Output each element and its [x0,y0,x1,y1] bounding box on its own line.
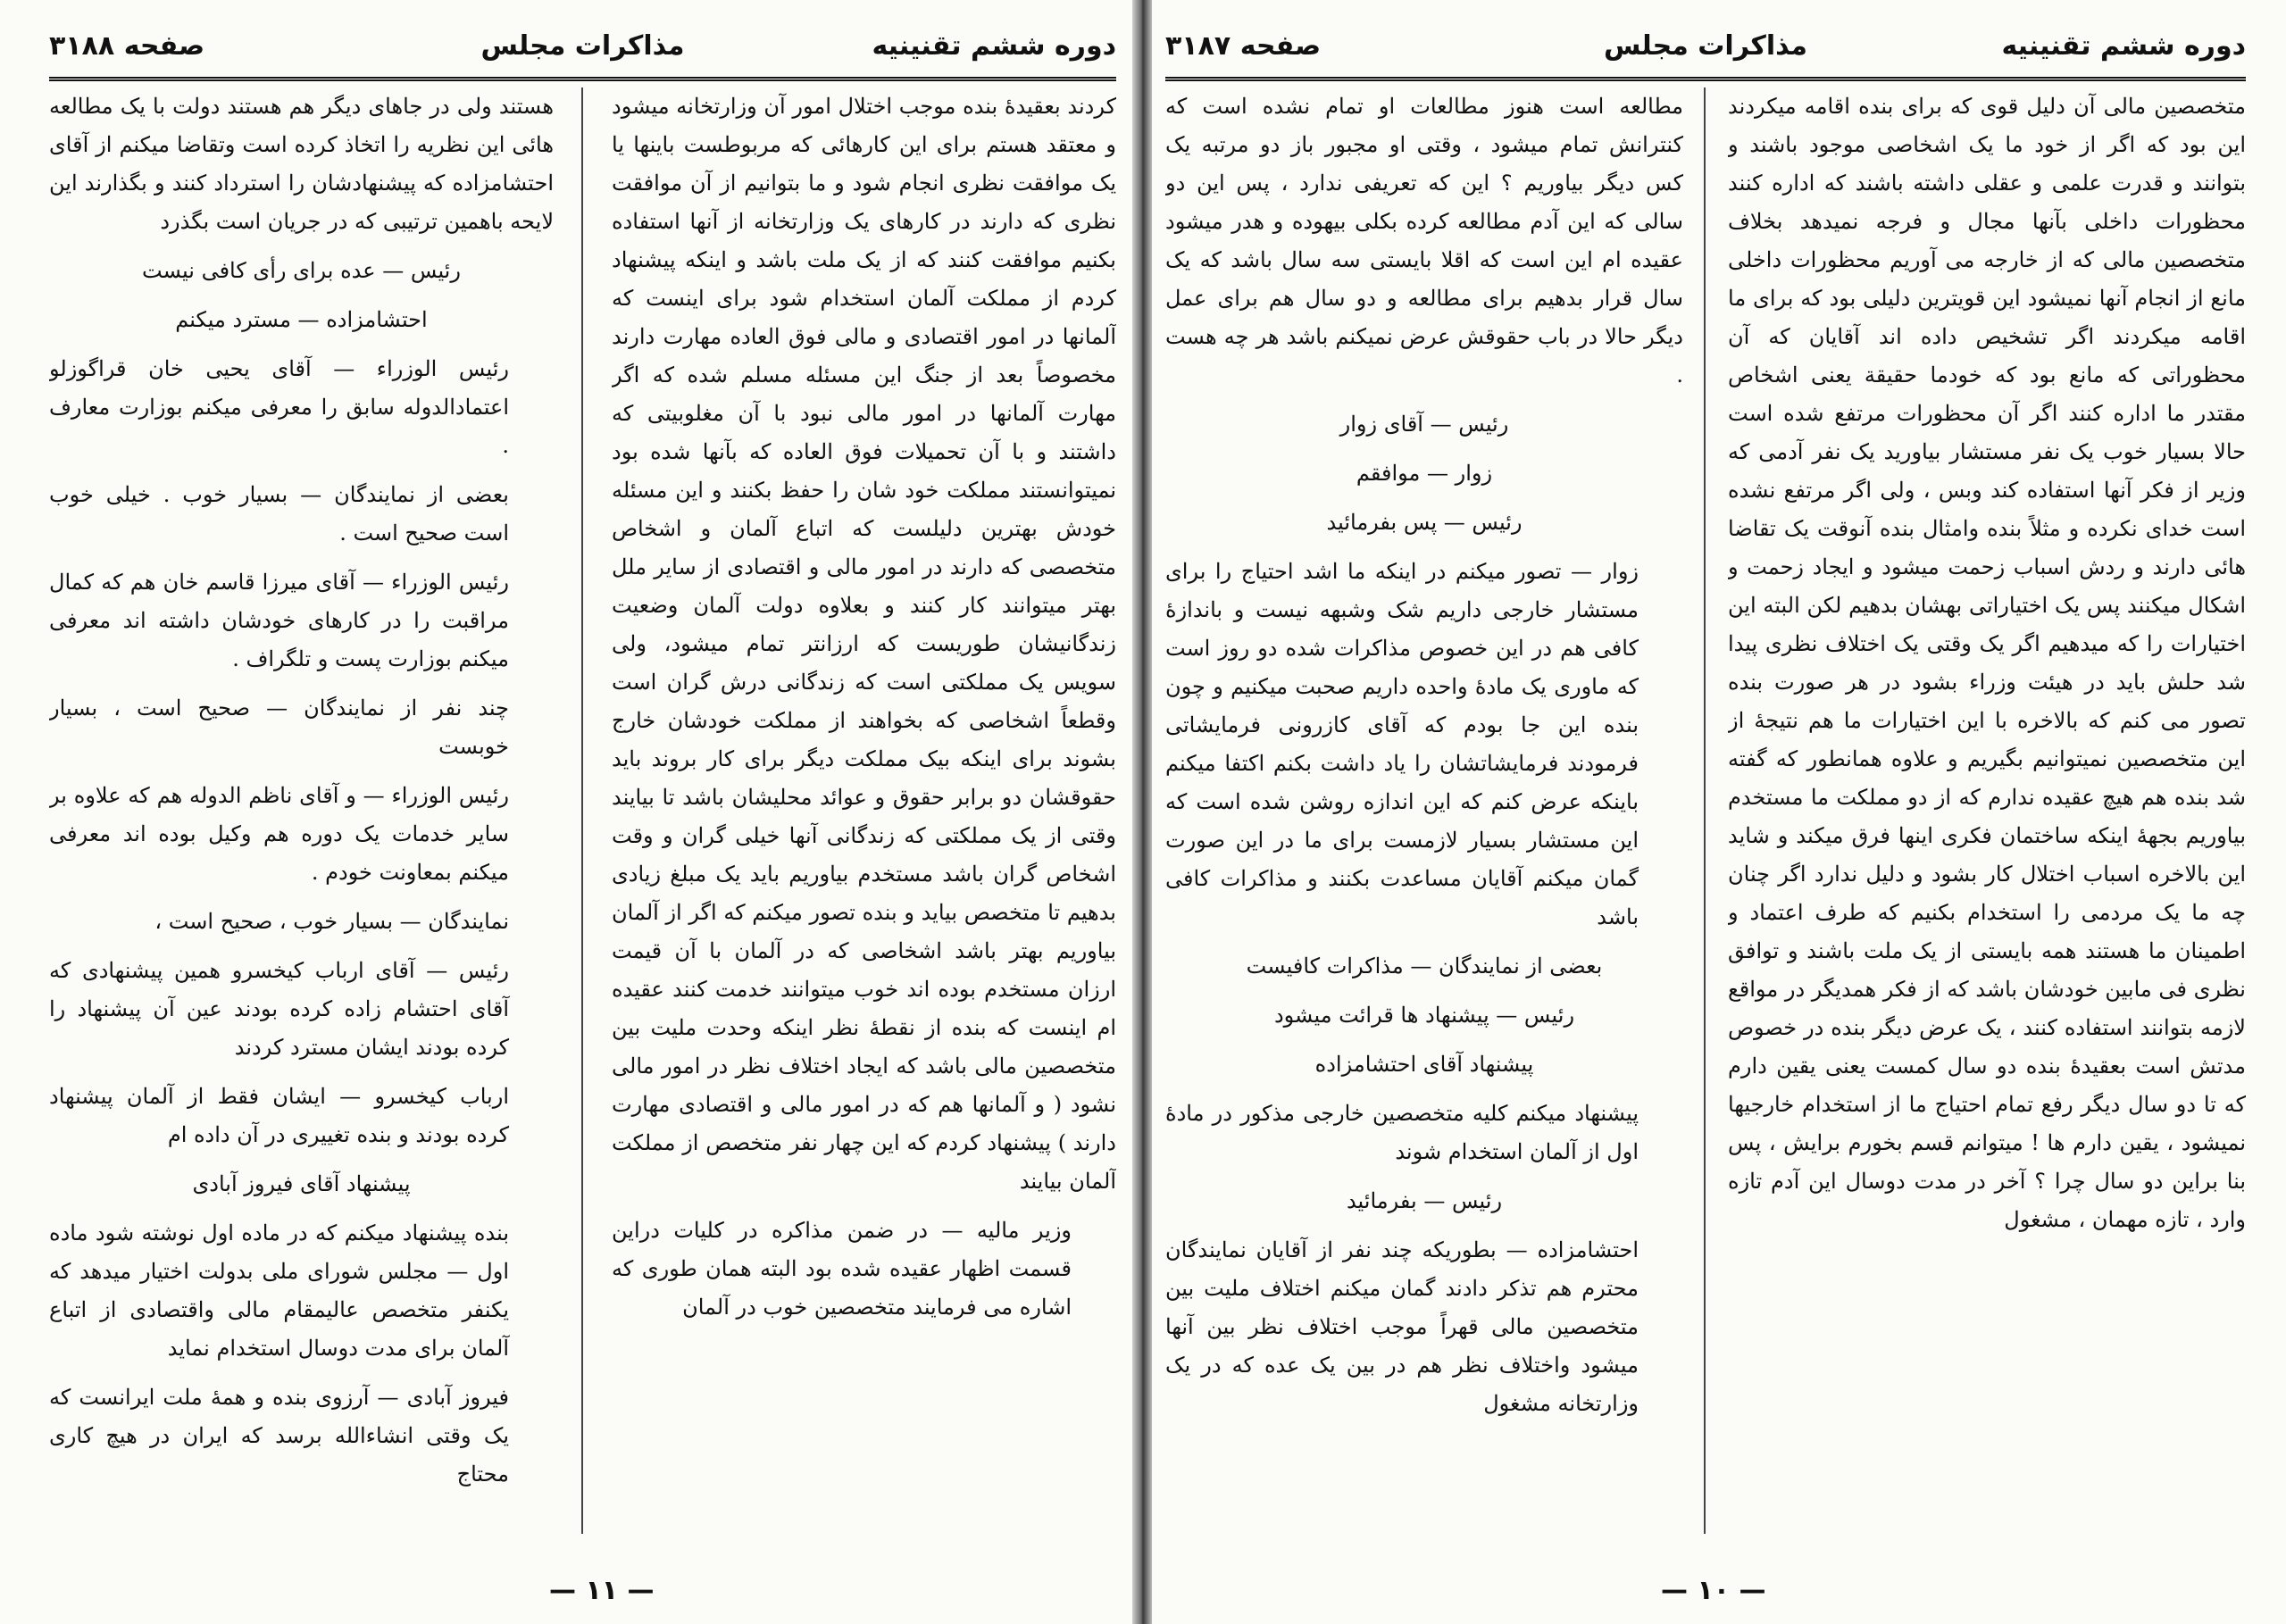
paragraph: بعضی از نمایندگان — بسیار خوب . خیلی خوب است صحیح است . [49,482,509,545]
paragraph: نمایندگان — بسیار خوب ، صحیح است ، [154,909,509,934]
column-divider [1704,87,1706,1534]
paragraph: رئیس — عده برای رأی کافی نیست [142,258,461,283]
paragraph: رئیس — پس بفرمائید [1326,510,1523,535]
paragraph: چند نفر از نمایندگان — صحیح است ، بسیار خوبست [49,695,509,759]
text-column-right [1728,87,2246,1543]
header-title: مذاکرات مجلس [1603,30,1808,62]
paragraph: ارباب کیخسرو — ایشان فقط از آلمان پیشنهاد کرده بودند و بنده تغییری در آن داده ام [49,1084,509,1147]
paragraph: رئیس الوزراء — و آقای ناظم الدوله هم که علاوه بر سایر خدمات یک دوره هم وکیل بوده اند معرفی میکنم بمعاونت خودم . [49,783,509,885]
text-column-left [49,87,554,1543]
paragraph: پیشنهاد میکنم کلیه متخصصین خارجی مذکور در مادهٔ اول از آلمان استخدام شوند [1165,1101,1639,1164]
header-page-number: صفحه ۳۱۸۸ [49,30,205,62]
paragraph: زوار — تصور میکنم در اینکه ما اشد احتیاج را برای مستشار خارجی داریم شک وشبهه نیست و باندازهٔ کافی هم در این خصوص مذاکرات شده دو روز است که ماوری یک مادهٔ واحده داریم صحبت میکنیم و چون بنده این جا بودم که آقای کازرونی فرمایشاتی فرمودند فرمایشاتشان را یاد داشت بکنم اکتفا میکنم باینکه عرض کنم که این اندازه روشن شده است که این مستشار بسیار لازمست برای ما در این صورت گمان میکنم آقایان مساعدت بکنند و مذاکرات کافی باشد [1165,559,1639,929]
running-header [49,23,1116,81]
paragraph: زوار — موافقم [1356,461,1493,486]
paragraph: پیشنهاد آقای فیروز آبادی [192,1171,411,1196]
paragraph: بعضی از نمایندگان — مذاکرات کافیست [1246,954,1603,979]
paragraph: رئیس — آقای ارباب کیخسرو همین پیشنهادی که آقای احتشام زاده کرده بودند عین آن پیشنهاد را کرده بودند ایشان مسترد کردند [49,958,509,1060]
page-3188 [49,0,1116,1624]
paragraph: وزیر مالیه — در ضمن مذاکره در کلیات دراین قسمت اظهار عقیده شده بود البته همان طوری که اشاره می فرمایند متخصصین خوب در آلمان [612,1218,1072,1320]
paragraph: متخصصین مالی آن دلیل قوی که برای بنده اقامه میکردند این بود که اگر از خود ما یک اشخاصی موجود باشند و بتوانند و قدرت علمی و عقلی داشته باشند که اداره کنند محظورات داخلی بآنها مجال و فرجه نمیدهد بخلاف متخصصین مالی که از خارجه می آوریم محظورات داخلی مانع از انجام آنها نمیشود این قویترین دلیلی بود که برای ما اقامه میکردند اگر تشخیص داده اند آقایان که آن محظوراتی که مانع بود که خودما حقیقة یعنی اشخاص مقتدر ما اداره کنند اگر آن محظورات مرتفع شده است حالا بسیار خوب یک نفر مستشار بیاورید یک نفر آدمی که وزیر از فکر آنها استفاده کند وبس ، ولی اگر مرتفع نشده است خدای نکرده و مثلاً بنده وامثال بنده آنوقت یک تقاضا هائی دارند و ردش اسباب زحمت میشود و ایجاد زحمت و اشکال میکنند پس یک اختیاراتی بهشان بدهیم لکن البته این اختیارات را که میدهیم اگر یک وقتی یک اختلاف نظری پیدا شد حلش باید در هیئت وزراء بشود در هر صورت بنده تصور می کنم که بالاخره با این اختیارات ما هم نتیجهٔ از این متخصصین نمیتوانیم بگیریم و علاوه همانطور که گفته شد بنده هم هیچ عقیده ندارم که از دو مملکت ما مستخدم بیاوریم بجههٔ اینکه ساختمان فکری اینها فرق میکند و شاید این بالاخره اسباب اختلال کار بشود و دلیل ندارد اگر چنان چه ما یک مردمی را استخدام بکنیم که طرف اعتماد و اطمینان ما هستند همه بایستی از یک ملت باشند و توافق نظری فی مابین خودشان باشد که از فکر همدیگر در مواقع لازمه بتوانند استفاده کنند ، یک عرض دیگر بنده در خصوص مدتش است بعقیدهٔ بنده دو سال کمست یعنی یقین دارم که تا دو سال دیگر رفع تمام احتیاج ما از استخدام خارجیها نمیشود ، یقین دارم ها ! میتوانم قسم بخورم برایش ، پس بنا براین دو سال چرا ؟ آخر در مدت دوسال این آدم تازه وارد ، تازه مهمان ، مشغول [1728,94,2246,1232]
paragraph: فیروز آبادی — آرزوی بنده و همهٔ ملت ایرانست که یک وقتی انشاءالله برسد که ایران در هیچ کاری محتاج [49,1385,509,1487]
paragraph: پیشنهاد آقای احتشامزاده [1314,1052,1534,1077]
page-folio: — ۱۱ — [549,1575,655,1606]
paragraph: بنده پیشنهاد میکنم که در ماده اول نوشته شود ماده اول — مجلس شورای ملی بدولت اختیار میدهد که یکنفر متخصص عالیمقام مالی واقتصادی از اتباع آلمان برای مدت دوسال استخدام نماید [49,1220,509,1361]
header-page-number: صفحه ۳۱۸۷ [1165,30,1322,62]
header-session: دوره ششم تقنینیه [2001,30,2246,62]
paragraph: احتشامزاده — مسترد میکنم [175,307,428,332]
text-column-left [1165,87,1683,1543]
page-folio: — ۱۰ — [1661,1575,1766,1606]
paragraph: هستند ولی در جاهای دیگر هم هستند دولت با یک مطالعه هائی این نظریه را اتخاذ کرده است وتقاضا میکنم از آقای احتشامزاده که پیشنهادشان را استرداد کنند و بگذارند این لایحه باهمین ترتیبی که در جریان است بگذرد [49,94,554,234]
running-header [1165,23,2246,81]
paragraph: رئیس — بفرمائید [1346,1188,1503,1213]
paragraph: کردند بعقیدهٔ بنده موجب اختلال امور آن وزارتخانه میشود و معتقد هستم برای این کارهائی که مربوطست باینها یا یک موافقت نظری انجام شود و ما بتوانیم از آن موافقت نظری که دارند در کارهای یک وزارتخانه از آنها استفاده بکنیم موافقت کنند که از یک ملت باشد و اینکه پیشنهاد کردم از مملکت آلمان استخدام شود برای اینست که آلمانها در امور اقتصادی و مالی فوق العاده مهارت دارند مخصوصاً بعد از جنگ این مسئله مسلم شده که اگر مهارت آلمانها در امور مالی نبود با آن مغلوبیتی که داشتند و با آن تحمیلات فوق العاده که بآنها شده بود نمیتوانستند مملکت خود شان را حفظ بکنند و این مسئله خودش بهترین دلیلست که اتباع آلمان و اشخاص متخصصی که دارند در امور مالی و اقتصادی از سایر ملل بهتر میتوانند کار کنند و بعلاوه دولت آلمان وضعیت زندگانیشان طوریست که ارزانتر تمام میشود، ولی سویس یک مملکتی است که زندگانی درش گران است وقطعاً اشخاصی که بخواهند از مملکت خودشان خارج بشوند برای اینکه بیک مملکت دیگر برای کار بروند باید حقوقشان دو برابر حقوق و عوائد محلیشان باشد تا بیایند وقتی از یک مملکتی که زندگانی آنها خیلی گران و وقت اشخاص گران باشد مستخدم بیاوریم باید یک مبلغ زیادی بدهیم تا متخصص بیاید و بنده تصور میکنم که اگر از آلمان بیاوریم بهتر باشد اشخاصی که در آلمان با آن قیمت ارزان مستخدم بوده اند خوب میتوانند خدمت کنند عقیده ام اینست که بنده از نقطهٔ نظر اینکه وحدت ملیت بین متخصصین مالی باشد که ایجاد اختلاف نظر در امور مالی نشود ( و آلمانها هم که در امور مالی و اقتصادی مهارت دارند ) پیشنهاد کردم که این چهار نفر متخصص از مملکت آلمان بیایند [612,94,1116,1194]
paragraph: رئیس — پیشنهاد ها قرائت میشود [1273,1003,1575,1028]
paragraph: رئیس — آقای زوار [1339,412,1509,437]
column-divider [581,87,583,1534]
paragraph: رئیس الوزراء — آقای یحیی خان قراگوزلو اعتمادالدوله سابق را معرفی میکنم بوزارت معارف . [49,356,509,458]
header-title: مذاکرات مجلس [480,30,685,62]
paragraph: مطالعه است هنوز مطالعات او تمام نشده است که کنترانش تمام میشود ، وقتی او مجبور باز دو مرتبه یک کس دیگر بیاوریم ؟ این که تعریفی ندارد ، پس این دو سالی که این آدم مطالعه کرده بکلی بیهوده و هدر میشود عقیده ام این است که اقلا بایستی سه سال باشد که یک سال قرار بدهیم برای مطالعه و دو سال هم برای عمل دیگر حالا در باب حقوقش عرض نمیکنم باشد هر چه هست . [1165,94,1683,387]
text-column-right [612,87,1116,1543]
book-gutter [1132,0,1152,1624]
paragraph: احتشامزاده — بطوریکه چند نفر از آقایان نمایندگان محترم هم تذکر دادند گمان میکنم اختلاف ملیت بین متخصصین مالی قهراً موجب اختلاف نظر بین آنها میشود واختلاف نظر هم در بین یک عده که در یک وزارتخانه مشغول [1165,1237,1639,1416]
paragraph: رئیس الوزراء — آقای میرزا قاسم خان هم که کمال مراقبت را در کارهای خودشان داشته اند معرفی میکنم بوزارت پست و تلگراف . [49,570,509,671]
page-3187 [1165,0,2246,1624]
header-session: دوره ششم تقنینیه [872,30,1116,62]
